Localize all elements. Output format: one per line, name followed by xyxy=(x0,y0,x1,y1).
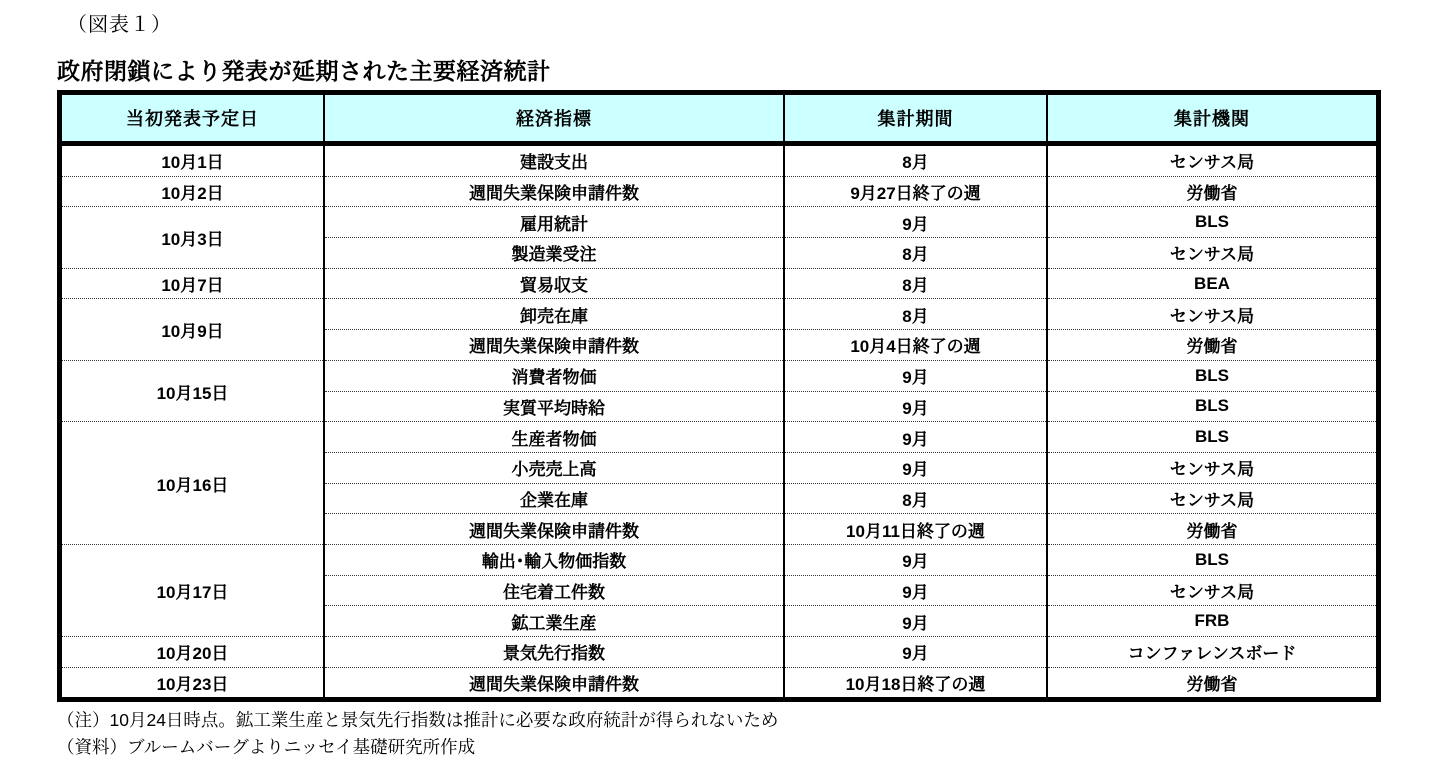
indicator-cell: 卸売在庫 xyxy=(324,299,784,330)
table-row xyxy=(60,268,1379,299)
indicator-cell: 輸出･輸入物価指数 xyxy=(324,544,784,575)
column-header-0: 当初発表予定日 xyxy=(60,93,325,144)
agency-cell: BLS xyxy=(1047,422,1379,453)
indicator-cell: 景気先行指数 xyxy=(324,637,784,668)
agency-cell: コンファレンスボード xyxy=(1047,637,1379,668)
period-cell: 9月 xyxy=(784,391,1047,422)
period-cell: 9月27日終了の週 xyxy=(784,176,1047,207)
period-cell: 8月 xyxy=(784,483,1047,514)
agency-cell: センサス局 xyxy=(1047,575,1379,606)
figure-title: 政府閉鎖により発表が延期された主要経済統計 xyxy=(57,58,551,84)
date-cell: 10月9日 xyxy=(60,299,325,360)
period-cell: 10月18日終了の週 xyxy=(784,667,1047,700)
agency-cell: センサス局 xyxy=(1047,452,1379,483)
indicator-cell: 貿易収支 xyxy=(324,268,784,299)
delayed-statistics-table xyxy=(57,90,1381,702)
period-cell: 9月 xyxy=(784,452,1047,483)
column-header-2: 集計期間 xyxy=(784,93,1047,144)
agency-cell: センサス局 xyxy=(1047,238,1379,269)
agency-cell: BLS xyxy=(1047,207,1379,238)
indicator-cell: 建設支出 xyxy=(324,144,784,177)
agency-cell: センサス局 xyxy=(1047,144,1379,177)
date-cell: 10月1日 xyxy=(60,144,325,177)
period-cell: 8月 xyxy=(784,144,1047,177)
period-cell: 9月 xyxy=(784,422,1047,453)
period-cell: 10月4日終了の週 xyxy=(784,330,1047,361)
period-cell: 8月 xyxy=(784,299,1047,330)
agency-cell: 労働省 xyxy=(1047,514,1379,545)
table-body xyxy=(60,144,1379,700)
period-cell: 9月 xyxy=(784,637,1047,668)
indicator-cell: 週間失業保険申請件数 xyxy=(324,514,784,545)
source-line: （資料）ブルームバーグよりニッセイ基礎研究所作成 xyxy=(57,737,476,758)
period-cell: 9月 xyxy=(784,360,1047,391)
agency-cell: 労働省 xyxy=(1047,176,1379,207)
indicator-cell: 週間失業保険申請件数 xyxy=(324,667,784,700)
table-row xyxy=(60,544,1379,575)
agency-cell: BLS xyxy=(1047,360,1379,391)
indicator-cell: 消費者物価 xyxy=(324,360,784,391)
date-cell: 10月20日 xyxy=(60,637,325,668)
table-header xyxy=(60,93,1379,144)
figure-notes xyxy=(57,707,1429,761)
table-row xyxy=(60,667,1379,700)
indicator-cell: 週間失業保険申請件数 xyxy=(324,330,784,361)
date-cell: 10月17日 xyxy=(60,544,325,636)
indicator-cell: 生産者物価 xyxy=(324,422,784,453)
agency-cell: BLS xyxy=(1047,391,1379,422)
agency-cell: センサス局 xyxy=(1047,483,1379,514)
agency-cell: 労働省 xyxy=(1047,330,1379,361)
indicator-cell: 雇用統計 xyxy=(324,207,784,238)
table-row xyxy=(60,360,1379,391)
date-cell: 10月16日 xyxy=(60,422,325,545)
table-row xyxy=(60,176,1379,207)
date-cell: 10月2日 xyxy=(60,176,325,207)
indicator-cell: 製造業受注 xyxy=(324,238,784,269)
table-row xyxy=(60,144,1379,177)
table-row xyxy=(60,299,1379,330)
note-line: （注）10月24日時点。鉱工業生産と景気先行指数は推計に必要な政府統計が得られないため xyxy=(57,710,779,731)
agency-cell: センサス局 xyxy=(1047,299,1379,330)
period-cell: 9月 xyxy=(784,606,1047,637)
period-cell: 8月 xyxy=(784,238,1047,269)
period-cell: 8月 xyxy=(784,268,1047,299)
column-header-3: 集計機関 xyxy=(1047,93,1379,144)
agency-cell: BEA xyxy=(1047,268,1379,299)
indicator-cell: 企業在庫 xyxy=(324,483,784,514)
period-cell: 9月 xyxy=(784,575,1047,606)
indicator-cell: 鉱工業生産 xyxy=(324,606,784,637)
period-cell: 9月 xyxy=(784,544,1047,575)
date-cell: 10月7日 xyxy=(60,268,325,299)
indicator-cell: 週間失業保険申請件数 xyxy=(324,176,784,207)
period-cell: 9月 xyxy=(784,207,1047,238)
period-cell: 10月11日終了の週 xyxy=(784,514,1047,545)
header-row xyxy=(60,93,1379,144)
agency-cell: FRB xyxy=(1047,606,1379,637)
figure-caption: （図表１） xyxy=(67,14,172,36)
date-cell: 10月15日 xyxy=(60,360,325,421)
date-cell: 10月23日 xyxy=(60,667,325,700)
date-cell: 10月3日 xyxy=(60,207,325,268)
agency-cell: 労働省 xyxy=(1047,667,1379,700)
table-row xyxy=(60,422,1379,453)
column-header-1: 経済指標 xyxy=(324,93,784,144)
indicator-cell: 実質平均時給 xyxy=(324,391,784,422)
indicator-cell: 住宅着工件数 xyxy=(324,575,784,606)
table-row xyxy=(60,207,1379,238)
indicator-cell: 小売売上高 xyxy=(324,452,784,483)
agency-cell: BLS xyxy=(1047,544,1379,575)
table-row xyxy=(60,637,1379,668)
